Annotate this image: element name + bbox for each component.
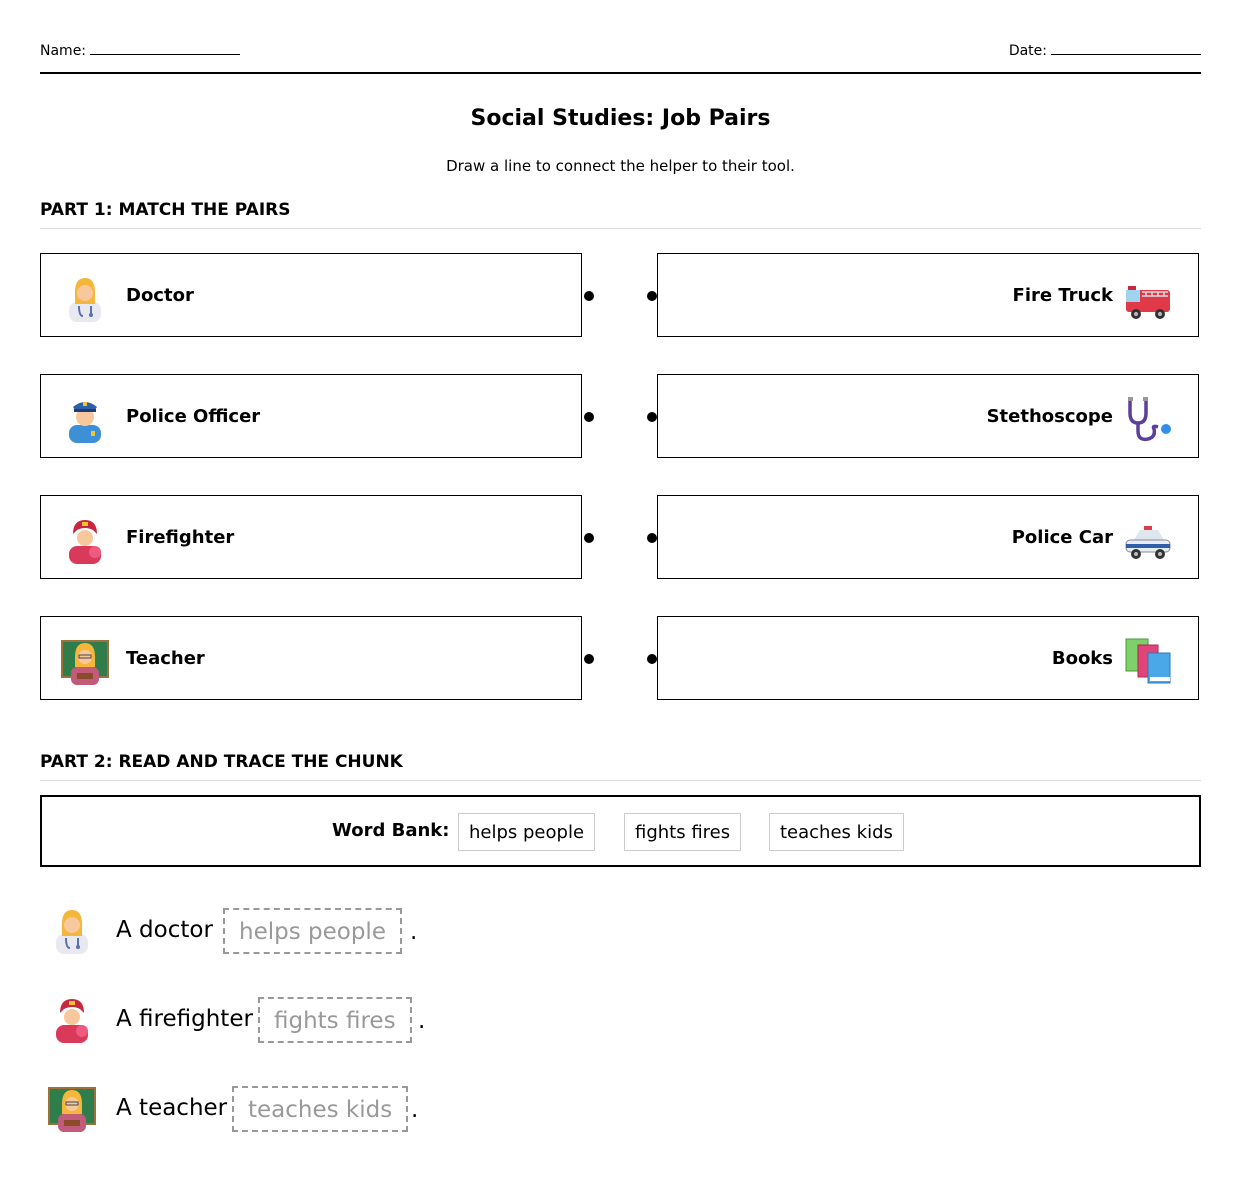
match-card-doctor[interactable] — [40, 253, 582, 337]
match-card-stethoscope[interactable] — [657, 374, 1199, 458]
trace-box[interactable]: helps people — [223, 908, 402, 954]
match-label: Doctor — [126, 285, 194, 306]
name-line[interactable] — [90, 42, 240, 55]
date-line[interactable] — [1051, 42, 1201, 55]
sentence-prefix: A teacher — [116, 1095, 228, 1121]
teacher-icon — [61, 637, 109, 685]
connector-dot-left[interactable] — [584, 412, 594, 422]
police-officer-icon — [61, 395, 109, 443]
match-card-police-officer[interactable] — [40, 374, 582, 458]
word-bank-chip: teaches kids — [769, 813, 904, 851]
sentence-period: . — [410, 919, 418, 945]
connector-dot-right[interactable] — [647, 654, 657, 664]
page-title: Social Studies: Job Pairs — [470, 106, 771, 131]
connector-dot-left[interactable] — [584, 654, 594, 664]
worksheet-header — [40, 40, 1201, 74]
connector-dot-right[interactable] — [647, 291, 657, 301]
trace-box[interactable]: teaches kids — [232, 1086, 408, 1132]
word-bank-chip: helps people — [458, 813, 595, 851]
firefighter-icon — [48, 995, 96, 1043]
match-card-police-car[interactable] — [657, 495, 1199, 579]
date-label: Date: — [1008, 43, 1047, 59]
match-label: Books — [1051, 648, 1113, 669]
trace-box[interactable]: fights fires — [258, 997, 412, 1043]
instructions: Draw a line to connect the helper to their tool. — [446, 157, 795, 175]
connector-dot-right[interactable] — [647, 533, 657, 543]
connector-dot-left[interactable] — [584, 533, 594, 543]
stethoscope-icon — [1124, 395, 1172, 443]
match-label: Stethoscope — [986, 406, 1113, 427]
connector-dot-right[interactable] — [647, 412, 657, 422]
match-card-fire-truck[interactable] — [657, 253, 1199, 337]
fire-truck-icon — [1124, 274, 1172, 322]
match-label: Police Officer — [126, 406, 261, 427]
doctor-icon — [61, 274, 109, 322]
police-car-icon — [1124, 516, 1172, 564]
match-card-books[interactable] — [657, 616, 1199, 700]
sentence-period: . — [418, 1008, 426, 1034]
teacher-icon — [48, 1084, 96, 1132]
match-card-teacher[interactable] — [40, 616, 582, 700]
match-label: Firefighter — [126, 527, 235, 548]
part1-heading: PART 1: MATCH THE PAIRS — [40, 200, 1201, 229]
name-label: Name: — [40, 43, 87, 59]
date-field[interactable] — [1009, 42, 1201, 59]
sentence-prefix: A doctor — [116, 917, 213, 943]
sentence-period: . — [411, 1097, 419, 1123]
name-field[interactable] — [40, 42, 240, 59]
match-label: Fire Truck — [1012, 285, 1113, 306]
word-bank-label: Word Bank: — [332, 820, 450, 841]
word-bank-chip: fights fires — [624, 813, 741, 851]
word-bank — [40, 795, 1201, 867]
match-card-firefighter[interactable] — [40, 495, 582, 579]
part2-heading: PART 2: READ AND TRACE THE CHUNK — [40, 752, 1201, 781]
doctor-icon — [48, 906, 96, 954]
firefighter-icon — [61, 516, 109, 564]
books-icon — [1124, 637, 1172, 685]
sentence-prefix: A firefighter — [116, 1006, 253, 1032]
match-label: Police Car — [1011, 527, 1113, 548]
connector-dot-left[interactable] — [584, 291, 594, 301]
match-label: Teacher — [126, 648, 205, 669]
